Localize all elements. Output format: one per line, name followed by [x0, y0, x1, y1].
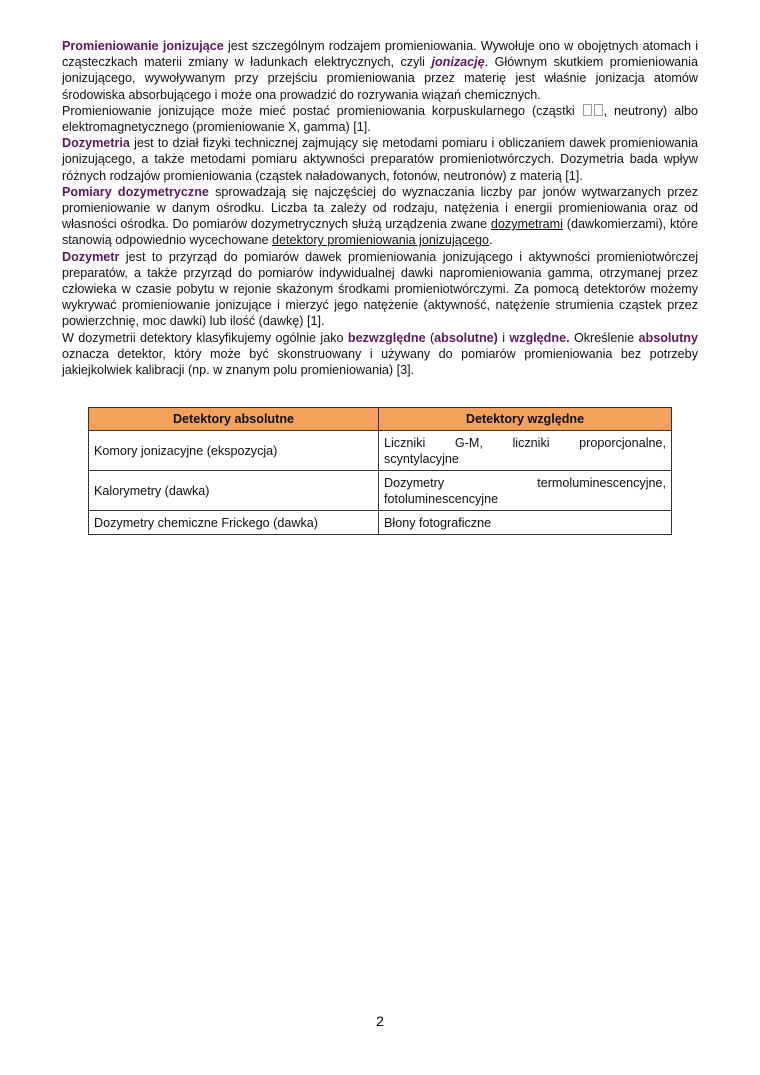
paragraph-dosimetric-measurements: Pomiary dozymetryczne sprowadzają się najczęściej do wyznaczania liczby par jonów wytwarzanych przez promieniowanie w danym ośrodku. Liczba ta zależy od rodzaju, natężenia i energii promieniowania oraz od własności ośrodka. Do pomiarów dozymetrycznych służą urządzenia zwane dozymetrami (dawkomierzami), które stanowią odpowiednio wycechowane detektory promieniowania jonizującego.: [62, 184, 699, 248]
table-header-row: [89, 408, 672, 431]
table-cell: Komory jonizacyjne (ekspozycja): [89, 431, 379, 471]
paragraph-detector-classification: W dozymetrii detektory klasyfikujemy ogólnie jako bezwzględne (absolutne) i względne. Określenie absolutny oznacza detektor, który może być skonstruowany i używany do pomiarów promieniowania bez potrzeby jakiejkolwiek kalibracji (np. w znanym polu promieniowania) [3].: [62, 330, 699, 378]
link-dosimeters[interactable]: dozymetrami: [490, 217, 563, 232]
page-number: 2: [376, 1013, 384, 1029]
header-relative-detectors: Detektory względne: [379, 408, 672, 431]
term-absolutny: absolutny: [638, 330, 699, 345]
paragraph-dosimeter: Dozymetr jest to przyrząd do pomiarów dawek promieniowania jonizującego i aktywności promieniotwórczej preparatów, a także przyrząd do pomiarów indywidualnej dawki napromieniowania gamma, otrzymanej przez człowieka w czasie pobytu w rejonie skażonym środkami promieniotwórczymi. Za pomocą detektorów możemy wykrywać promieniowanie jonizujące i mierzyć jego natężenie (aktywność, natężenie strumienia cząstek przez powierzchnię, moc dawki) lub ilość (dawkę) [1].: [62, 249, 698, 329]
table-row: [89, 471, 672, 511]
paragraph-radiation-forms: Promieniowanie jonizujące może mieć postać promieniowania korpuskularnego (cząstki , neutrony) albo elektromagnetycznego (promieniowanie X, gamma) [1].: [62, 103, 698, 135]
table-row: [89, 431, 672, 471]
detectors-table: [88, 407, 672, 535]
term-relative: względne.: [509, 330, 570, 345]
missing-glyph-icon: [583, 104, 592, 116]
table-cell: Błony fotograficzne: [379, 511, 672, 535]
term-absolute-pl: bezwzględne: [347, 330, 426, 345]
term-dosimetry: Dozymetria: [62, 136, 130, 151]
paragraph-dosimetry: Dozymetria jest to dział fizyki technicznej zajmujący się metodami pomiaru i obliczaniem dawek promieniowania jonizującego, a także metodami pomiaru aktywności preparatów promieniotwórczych. Dozymetria bada wpływ różnych rodzajów promieniowania (cząstek naładowanych, fotonów, neutronów) z materią [1].: [62, 136, 698, 183]
table-row: [89, 511, 672, 535]
link-radiation-detectors[interactable]: detektory promieniowania jonizującego: [272, 233, 490, 248]
document-body: [62, 38, 698, 378]
table-cell: Kalorymetry (dawka): [89, 471, 379, 511]
term-dosimetric-measurements: Pomiary dozymetryczne: [62, 184, 209, 199]
table-cell: Liczniki G-M, liczniki proporcjonalne, scyntylacyjne: [379, 431, 672, 471]
missing-glyph-icon: [594, 104, 603, 116]
header-absolute-detectors: Detektory absolutne: [89, 408, 379, 431]
table-cell: Dozymetry chemiczne Frickego (dawka): [89, 511, 379, 535]
term-absolute: absolutne): [434, 330, 498, 345]
table-cell: Dozymetry termoluminescencyjne, fotoluminescencyjne: [379, 471, 672, 511]
term-ionization: jonizację: [431, 55, 485, 70]
term-dosimeter: Dozymetr: [62, 249, 120, 264]
term-ionizing-radiation: Promieniowanie jonizujące: [62, 39, 224, 53]
paragraph-ionizing-radiation: Promieniowanie jonizujące jest szczególnym rodzajem promieniowania. Wywołuje ono w obojętnych atomach i cząsteczkach materii zmiany w ładunkach elektrycznych, czyli jonizację. Głównym skutkiem promieniowania jonizującego, wywoływanym przy przejściu promieniowania przez materię jest właśnie jonizacja atomów środowiska absorbującego i może ona prowadzić do rozrywania wiązań chemicznych.: [62, 39, 698, 102]
